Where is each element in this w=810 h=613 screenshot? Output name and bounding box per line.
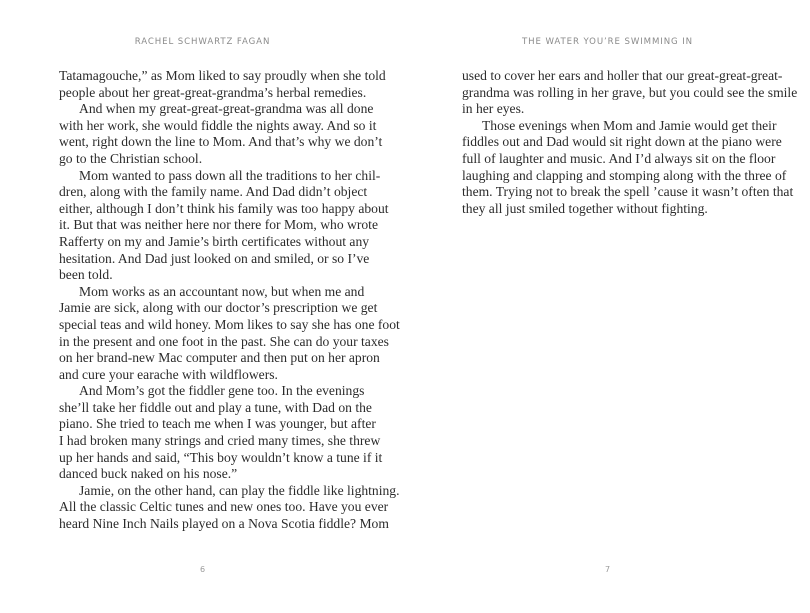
- paragraph: [462, 117, 794, 218]
- text-line: Jamie are sick, along with our doctor’s prescription we get: [59, 300, 378, 316]
- running-head-author: RACHEL SCHWARTZ FAGAN: [134, 37, 271, 47]
- text-line: in her eyes.: [462, 101, 525, 117]
- text-line: fiddles out and Dad would sit right down at the piano were: [462, 134, 782, 150]
- text-line: full of laughter and music. And I’d always sit on the floor: [462, 150, 776, 166]
- text-line: went, right down the line to Mom. And that’s why we don’t: [59, 134, 383, 150]
- text-line: grandma was rolling in her grave, but you could see the smile: [462, 84, 798, 100]
- text-line: with her work, she would fiddle the nights away. And so it: [59, 117, 377, 133]
- text-line: they all just smiled together without fighting.: [462, 200, 708, 216]
- paragraph: [59, 283, 400, 384]
- text-line: them. Trying not to break the spell ’cause it wasn’t often that: [462, 184, 794, 200]
- text-line: laughing and clapping and stomping along with the three of: [462, 167, 787, 183]
- text-line: go to the Christian school.: [59, 150, 203, 166]
- text-line: Jamie, on the other hand, can play the fiddle like lightning.: [79, 482, 400, 498]
- text-line: on her brand-new Mac computer and then put on her apron: [59, 350, 380, 366]
- page-number: 7: [604, 565, 611, 574]
- left-page-body: [59, 68, 400, 533]
- text-line: hesitation. And Dad just looked on and smiled, or so I’ve: [59, 250, 370, 266]
- text-line: Rafferty on my and Jamie’s birth certificates without any: [59, 233, 370, 249]
- paragraph: [462, 68, 798, 118]
- text-line: Mom works as an accountant now, but when me and: [79, 283, 365, 299]
- text-line: dren, along with the family name. And Dad didn’t object: [59, 184, 368, 200]
- text-line: danced buck naked on his nose.”: [59, 466, 238, 482]
- text-line: people about her great-great-grandma’s herbal remedies.: [59, 84, 367, 100]
- paragraph: [59, 167, 389, 284]
- text-line: Those evenings when Mom and Jamie would get their: [482, 117, 777, 133]
- text-line: special teas and wild honey. Mom likes to say she has one foot: [59, 316, 400, 332]
- text-line: piano. She tried to teach me when I was younger, but after: [59, 416, 376, 432]
- text-line: and cure your earache with wildflowers.: [59, 366, 278, 382]
- text-line: in the present and one foot in the past. She can do your taxes: [59, 333, 389, 349]
- text-line: up her hands and said, “This boy wouldn’t know a tune if it: [59, 449, 383, 465]
- paragraph: [59, 482, 400, 533]
- page-number: 6: [199, 565, 206, 574]
- text-line: And when my great-great-great-grandma was all done: [79, 101, 374, 117]
- text-line: Tatamagouche,” as Mom liked to say proudly when she told: [59, 68, 386, 83]
- text-line: she’ll take her fiddle out and play a tune, with Dad on the: [59, 399, 372, 415]
- text-line: either, although I don’t think his family was too happy about: [59, 200, 389, 216]
- text-line: All the classic Celtic tunes and new ones too. Have you ever: [59, 499, 389, 515]
- paragraph: [59, 101, 383, 167]
- running-head-title: THE WATER YOU’RE SWIMMING IN: [521, 37, 694, 47]
- paragraph: [59, 68, 386, 101]
- text-line: Mom wanted to pass down all the traditions to her chil-: [79, 167, 381, 183]
- right-page-body: [462, 68, 798, 217]
- paragraph: [59, 383, 383, 483]
- text-line: heard Nine Inch Nails played on a Nova Scotia fiddle? Mom: [59, 516, 389, 532]
- text-line: used to cover her ears and holler that our great-great-great-: [462, 68, 783, 83]
- text-line: And Mom’s got the fiddler gene too. In the evenings: [79, 383, 365, 399]
- text-line: been told.: [59, 267, 113, 283]
- text-line: it. But that was neither here nor there for Mom, who wrote: [59, 217, 378, 233]
- text-line: I had broken many strings and cried many times, she threw: [59, 433, 381, 449]
- right-page: [405, 0, 810, 613]
